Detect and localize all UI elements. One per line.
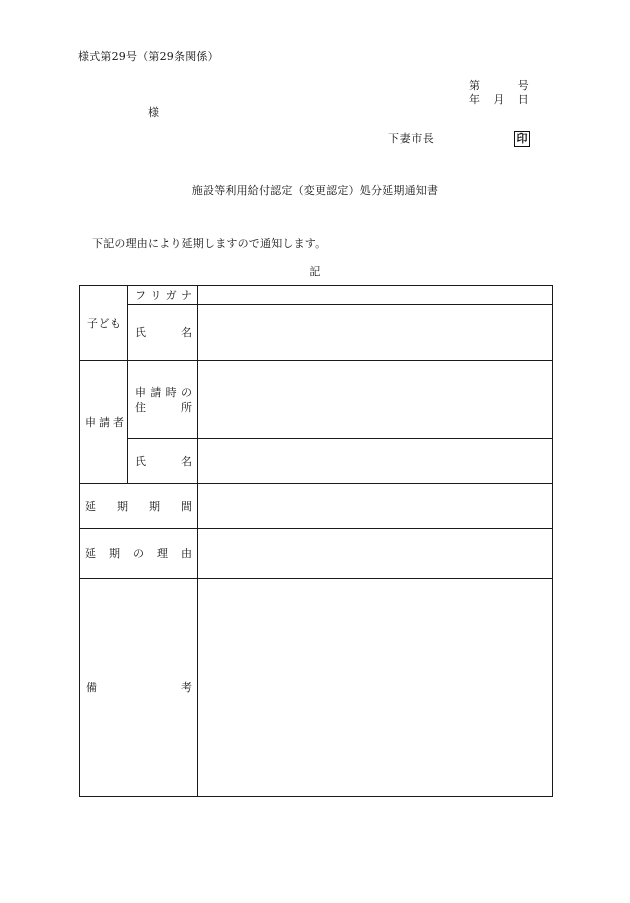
seal-mark: 印 xyxy=(514,131,530,147)
postponement-period-label xyxy=(85,499,192,514)
label-char: 由 xyxy=(181,547,192,560)
date-year-label: 年 xyxy=(469,93,481,106)
label-char: の xyxy=(180,385,192,399)
child-furigana-label-cell xyxy=(127,285,198,305)
label-char: 理 xyxy=(157,547,168,560)
form-number: 様式第29号（第29条関係） xyxy=(78,50,219,63)
label-char: 請 xyxy=(99,415,110,429)
child-name-value-cell xyxy=(197,304,553,361)
child-furigana-label xyxy=(135,288,192,303)
child-name-label xyxy=(135,325,192,340)
body-text: 下記の理由により延期しますので通知します。 xyxy=(92,237,327,250)
applicant-address-label-line2 xyxy=(135,400,192,415)
document-number-line xyxy=(469,79,529,93)
label-char: 時 xyxy=(165,385,177,399)
issuer-name: 下妻市長 xyxy=(388,132,435,145)
label-char: 申 xyxy=(85,415,96,429)
date-day-label: 日 xyxy=(517,93,529,106)
number-suffix: 号 xyxy=(517,79,529,92)
child-group-label xyxy=(87,316,121,331)
label-char: ガ xyxy=(165,288,177,302)
child-furigana-value-cell xyxy=(197,285,553,305)
label-char: 氏 xyxy=(135,454,146,468)
postponement-period-value-cell xyxy=(197,483,553,529)
applicant-group-cell xyxy=(79,360,128,484)
label-char: 申 xyxy=(135,385,146,399)
label-char: ど xyxy=(98,316,110,330)
label-char: 者 xyxy=(113,415,124,429)
label-char: 考 xyxy=(181,681,192,694)
applicant-address-label-cell xyxy=(127,360,198,439)
label-char: の xyxy=(133,547,144,560)
remarks-label xyxy=(86,680,192,695)
label-char: 請 xyxy=(150,385,162,399)
label-char: 延 xyxy=(85,499,96,513)
child-name-label-cell xyxy=(127,304,198,361)
label-char: 期 xyxy=(149,499,160,513)
date-line xyxy=(469,93,529,107)
number-prefix: 第 xyxy=(469,79,481,92)
label-char: 期 xyxy=(117,499,128,513)
label-char: フ xyxy=(135,288,146,302)
label-char: 子 xyxy=(87,316,98,330)
label-char: 延 xyxy=(85,547,96,560)
label-char: 期 xyxy=(109,547,120,560)
applicant-name-value-cell xyxy=(197,438,553,484)
label-char: 名 xyxy=(181,326,192,339)
postponement-period-label-cell xyxy=(79,483,198,529)
postponement-reason-label xyxy=(85,546,192,561)
label-char: も xyxy=(110,316,121,330)
applicant-address-value-cell xyxy=(197,360,553,439)
addressee-suffix: 様 xyxy=(148,106,160,119)
label-char: ナ xyxy=(180,288,192,302)
label-char: 住 xyxy=(135,400,146,414)
document-title: 施設等利用給付認定（変更認定）処分延期通知書 xyxy=(191,184,439,197)
applicant-group-label xyxy=(85,415,124,430)
postponement-reason-label-cell xyxy=(79,528,198,579)
label-char: 備 xyxy=(86,681,97,694)
applicant-address-label-line1 xyxy=(135,385,192,400)
postponement-reason-value-cell xyxy=(197,528,553,579)
applicant-name-label xyxy=(135,454,192,469)
label-char: 所 xyxy=(181,400,192,414)
date-month-label: 月 xyxy=(493,93,505,106)
child-group-cell xyxy=(79,285,128,361)
label-char: 名 xyxy=(181,454,192,468)
label-char: 間 xyxy=(181,499,192,513)
ki-heading: 記 xyxy=(309,265,321,278)
label-char: リ xyxy=(150,288,162,302)
applicant-name-label-cell xyxy=(127,438,198,484)
remarks-label-cell xyxy=(79,578,198,797)
label-char: 氏 xyxy=(135,326,146,339)
remarks-value-cell xyxy=(197,578,553,797)
